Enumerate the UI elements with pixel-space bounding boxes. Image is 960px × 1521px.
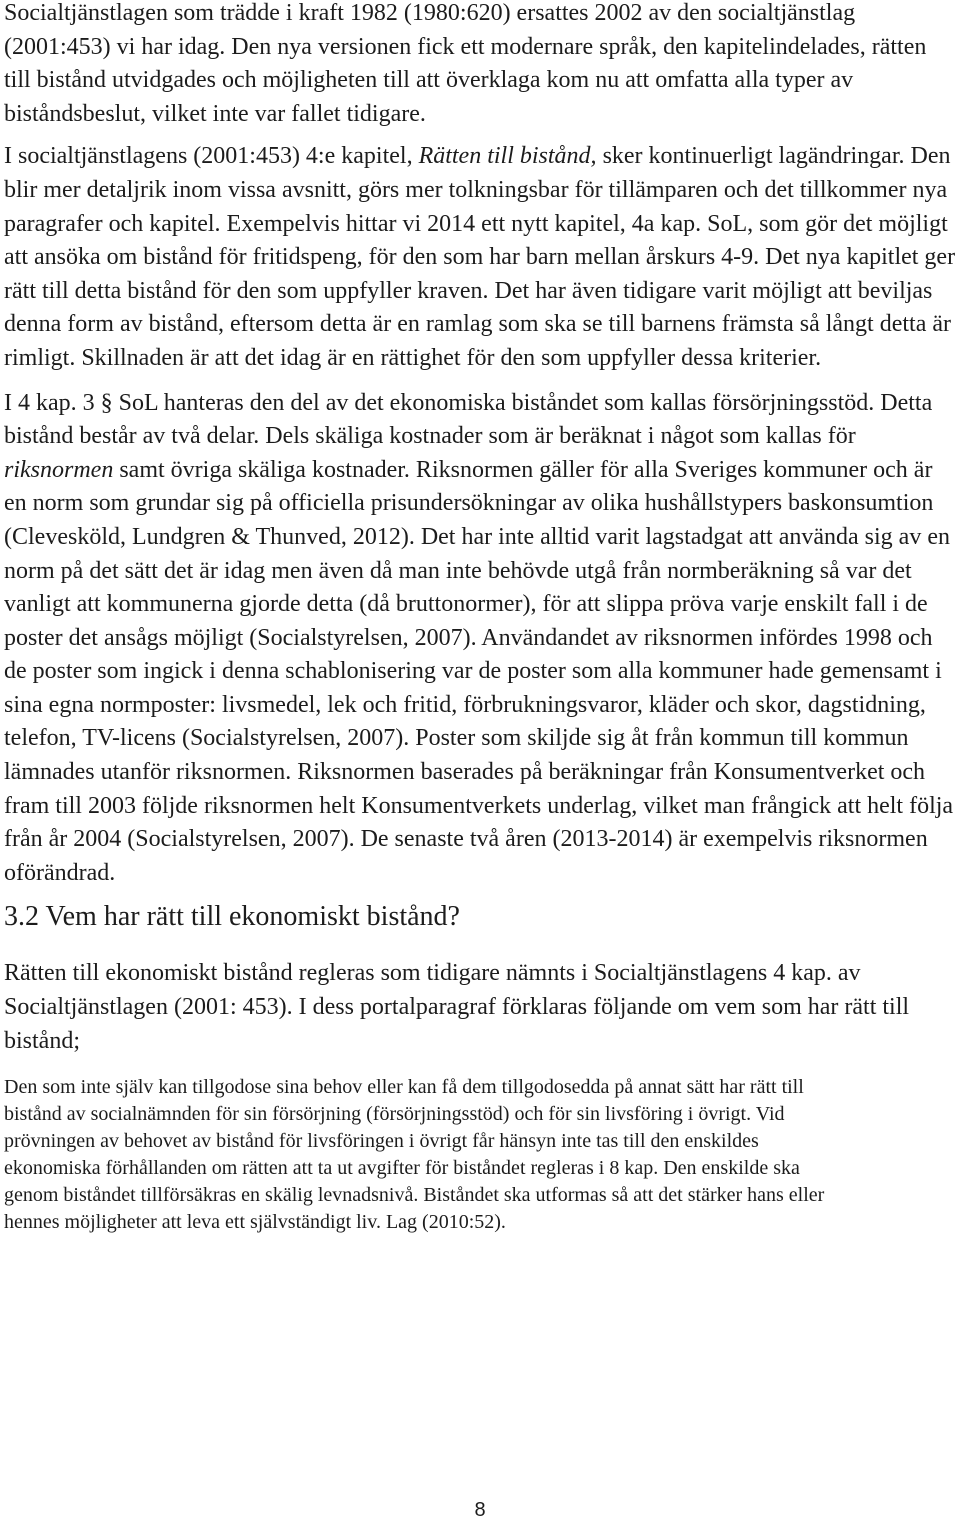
paragraph-text-run: I 4 kap. 3 § SoL hanteras den del av det ekonomiska biståndet som kallas försörjningsstöd. Detta bistånd består av två delar. Dels skäliga kostnader som är beräknat i något som kallas för (4, 389, 933, 450)
paragraph-right-to-assistance: Rätten till ekonomiskt bistånd regleras som tidigare nämnts i Socialtjänstlagens 4 kap. av Socialtjänstlagen (2001: 453). I dess portalparagraf förklaras följande om vem som har rätt till bistånd; (4, 960, 910, 1054)
paragraph-text-run: samt övriga skäliga kostnader. Riksnormen gäller för alla Sveriges kommuner och är en norm som grundar sig på officiella prisundersökningar av olika hushållstypers baskonsumtion (Clevesköld, Lundgren & Thunved, 2012). Det har inte alltid varit lagstadgat att använda sig av en norm på det sätt det är idag men även då man inte behövde utgå från normberäkning så var det vanligt att kommunerna gjorde detta (då bruttonormer), för att slippa pröva varje enskilt fall i de poster det ansågs möjligt (Socialstyrelsen, 2007). Användandet av riksnormen infördes 1998 och de poster som ingick i denna schablonisering var de poster som alla kommuner hade gemensamt i sina egna normposter: livsmedel, lek och fritid, förbrukningsvaror, kläder och skor, dagstidning, telefon, TV-licens (Socialstyrelsen, 2007). Poster som skiljde sig åt från kommun till kommun lämnades utanför riksnormen. Riksnormen baserades på beräkningar från Konsumentverket och fram till 2003 följde riksnormen helt Konsumentverkets underlag, vilket man frångick att helt följa från år 2004 (Socialstyrelsen, 2007). De senaste två åren (2013-2014) är exempelvis riksnormen oförändrad. (4, 456, 954, 886)
paragraph-text-run: I socialtjänstlagens (2001:453) 4:e kapitel, (4, 143, 419, 170)
law-quote: Den som inte själv kan tillgodose sina behov eller kan få dem tillgodosedda på annat sätt har rätt till bistånd av socialnämnden för sin försörjning (försörjningsstöd) och för sin livsföring i övrigt. Vid prövningen av behovet av bistånd för livsföringen i övrigt får hänsyn inte tas till den enskildes ekonomiska förhållanden om rätten att ta ut avgifter för biståndet regleras i 8 kap. Den enskilde ska genom biståndet tillförsäkras en skälig levnadsnivå. Biståndet ska utformas så att det stärker hans eller hennes möjligheter att leva ett självständigt liv. Lag (2010:52). (4, 1076, 825, 1234)
section-heading: 3.2 Vem har rätt till ekonomiskt bistånd? (4, 901, 460, 933)
italic-chapter-title: Rätten till bistånd, (418, 143, 597, 170)
page-body (4, 0, 956, 1236)
italic-term-riksnormen: riksnormen (4, 456, 114, 483)
paragraph-text-run: sker kontinuerligt lagändringar. Den blir mer detaljrik inom vissa avsnitt, görs mer tolkningsbar för tillämparen och det tillkommer nya paragrafer och kapitel. Exempelvis hittar vi 2014 ett nytt kapitel, 4a kap. SoL, som gör det möjligt att ansöka om bistånd för fritidspeng, för den som har barn mellan årskurs 4-9. Det nya kapitlet ger rätt till detta bistånd för den som uppfyller kraven. Det har även tidigare varit möjligt att beviljas denna form av bistånd, eftersom detta är en ramlag som ska se till barnens främsta så långt detta är rimligt. Skillnaden är att det idag är en rättighet för den som uppfyller dessa kriterier. (4, 143, 956, 371)
page-number: 8 (474, 1499, 486, 1521)
paragraph-riksnormen (4, 387, 956, 891)
paragraph-socialtjanstlagen-history: Socialtjänstlagen som trädde i kraft 1982 (1980:620) ersattes 2002 av den socialtjänstlag (2001:453) vi har idag. Den nya versionen fick ett modernare språk, den kapitelindelades, rätten till bistånd utvidgades och möjligheten till att överklaga kom nu att omfatta alla typer av biståndsbeslut, vilket inte var fallet tidigare. (4, 0, 927, 127)
paragraph-chapter-4 (4, 140, 956, 375)
